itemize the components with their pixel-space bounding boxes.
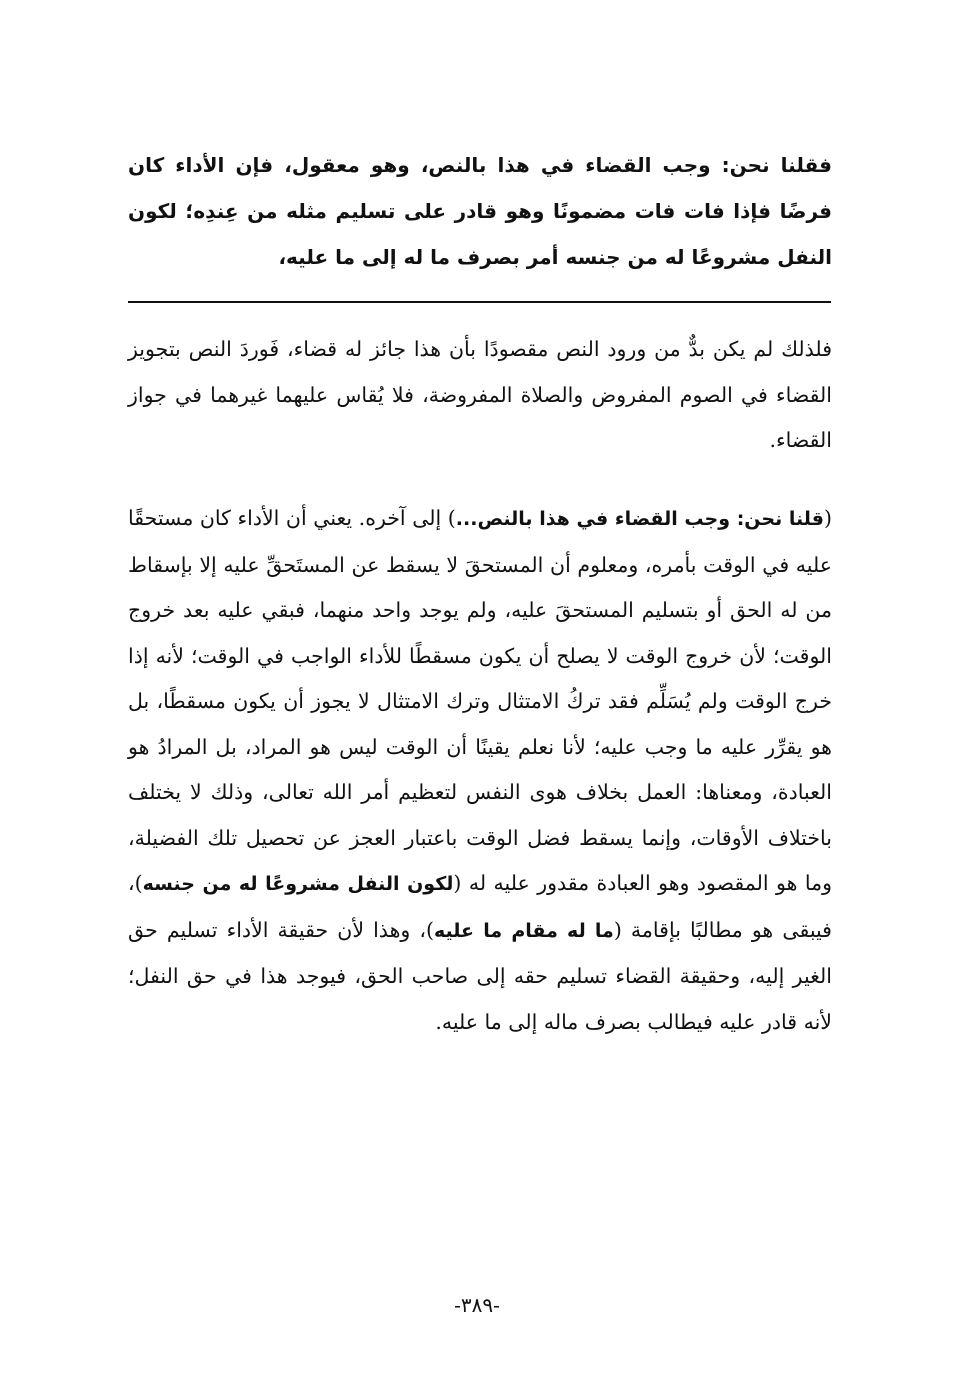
page-number: -٣٨٩- [454,1293,500,1317]
open-paren: ( [824,506,832,530]
quoted-matn-1: قلنا نحن: وجب القضاء في هذا بالنص... [455,508,824,530]
matn-text: فقلنا نحن: وجب القضاء في هذا بالنص، وهو معقول، فإن الأداء كان فرضًا فإذا فات فات مضمونًا وهو قادر على تسليم مثله من عِندِه؛ لكون النفل مشروعًا له من جنسه أمر بصرف ما له إلى ما عليه، [128,153,832,269]
sharh-text-1: ) إلى آخره. يعني أن الأداء كان مستحقًا عليه في الوقت بأمره، ومعلوم أن المستحقَ لا يسقط عن المستَحقِّ عليه إلا بإسقاط من له الحق أو بتسليم المستحقَ عليه، ولم يوجد واحد منهما، فبقي عليه بعد خروج الوقت؛ لأن خروج الوقت لا يصلح أن يكون مسقطًا للأداء الواجب في الوقت؛ لأنه إذا خرج الوقت ولم يُسَلِّم فقد تركُ الامتثال وترك الامتثال لا يجوز أن يكون مسقطًا، بل هو يقرِّر عليه ما وجب عليه؛ لأنا نعلم يقينًا أن الوقت ليس هو المراد، بل المرادُ هو العبادة، ومعناها: العمل بخلاف هوى النفس لتعظيم أمر الله تعالى، وذلك لا يختلف باختلاف الأوقات، وإنما يسقط فضل الوقت باعتبار العجز عن تحصيل تلك الفضيلة، وما هو المقصود وهو العبادة مقدور عليه له ( [128,506,832,895]
sharh-text-3: )، وهذا لأن حقيقة الأداء تسليم حق الغير إليه، وحقيقة القضاء تسليم حقه إلى صاحب الحق، فيوجد هذا في حق النفل؛ لأنه قادر عليه فيطالب بصرف ماله إلى ما عليه. [128,917,832,1034]
sharh-paragraph-1: فلذلك لم يكن بدٌّ من ورود النص مقصودًا بأن هذا جائز له قضاء، فَوردَ النص بتجويز القضاء في الصوم المفروض والصلاة المفروضة، فلا يُقاس عليهما غيرهما في جواز القضاء. [128,337,832,452]
sharh-paragraph-2 [128,496,832,1045]
sharh-text-2: )، فيبقى هو مطالبًا بإقامة ( [128,871,832,942]
quoted-matn-3: ما له مقام ما عليه [434,919,614,942]
quoted-matn-2: لكون النفل مشروعًا له من جنسه [142,873,454,895]
divider-line [128,301,831,303]
